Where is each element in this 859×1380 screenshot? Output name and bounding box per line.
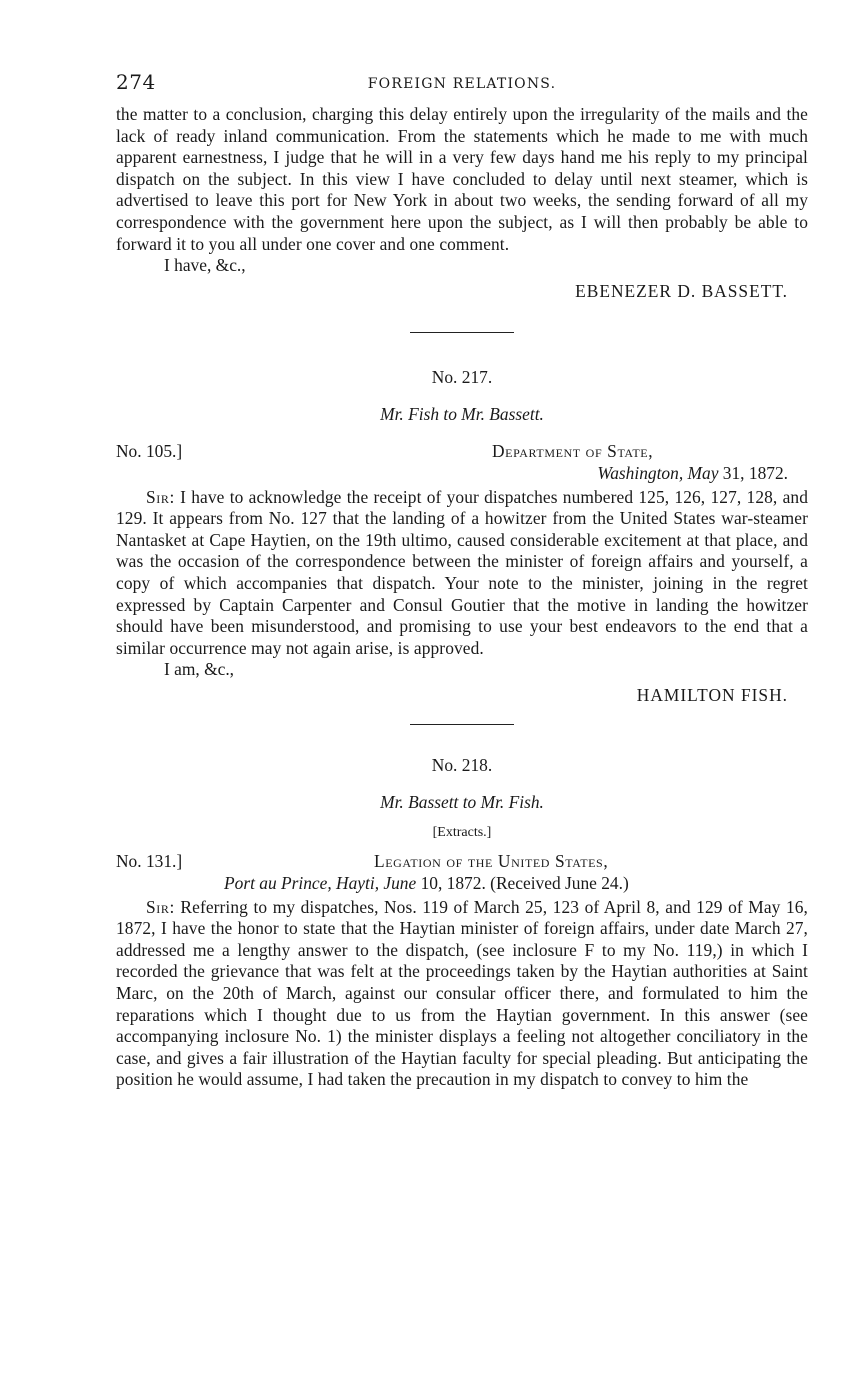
doc217-ref: No. 105.] bbox=[116, 441, 183, 462]
doc218-body bbox=[116, 897, 808, 1091]
doc218-place: Legation of the United States, bbox=[374, 851, 609, 872]
doc217-salutation: Sir: bbox=[146, 486, 175, 507]
doc218-date-place: Port au Prince, Hayti, June bbox=[224, 873, 417, 894]
document-page bbox=[116, 70, 808, 1091]
section-divider bbox=[410, 724, 514, 725]
doc217-title: Mr. Fish to Mr. Bassett. bbox=[380, 404, 544, 425]
doc218-received: (Received June 24.) bbox=[490, 873, 629, 894]
doc217-place: Department of State, bbox=[492, 441, 654, 462]
doc218-extracts-note: [Extracts.] bbox=[432, 825, 492, 841]
doc218-title: Mr. Bassett to Mr. Fish. bbox=[380, 792, 544, 813]
page-header bbox=[116, 70, 808, 104]
doc217-signature: HAMILTON FISH. bbox=[636, 684, 788, 705]
doc217-body bbox=[116, 487, 808, 660]
doc218-dateline bbox=[116, 851, 808, 894]
doc217-date bbox=[116, 463, 808, 485]
doc218-ref: No. 131.] bbox=[116, 851, 183, 872]
doc217-date-place: Washington, May bbox=[597, 462, 719, 483]
page-number: 274 bbox=[116, 70, 156, 94]
doc217-dateline bbox=[116, 441, 808, 484]
doc218-number: No. 218. bbox=[431, 755, 493, 776]
doc218-body-text: Referring to my dispatches, Nos. 119 of March 25, 123 of April 8, and 129 of May 16, 1872, I have the honor to state that the Haytian minister of foreign affairs, under date March 27, addressed me a lengthy answer to the dispatch, (see inclosure F to my No. 119,) in which I recorded the grievance that was felt at the proceedings taken by the Haytian authorities at Saint Marc, on the 20th of March, against our consular officer there, and formulated to him the reparations which I thought due to us from the Haytian government. In this answer (see accompanying inclosure No. 1) the minister displays a feeling not altogether conciliatory in the case, and gives a fair illustration of the Haytian faculty for special pleading. But anticipating the position he would assume, I had taken the precaution in my dispatch to convey to him the bbox=[116, 896, 808, 1090]
continuation-closing: I have, &c., bbox=[164, 255, 246, 276]
doc217-number: No. 217. bbox=[431, 367, 493, 388]
doc218-date-day: 10, 1872. bbox=[420, 873, 486, 894]
section-divider bbox=[410, 332, 514, 333]
continuation-paragraph: the matter to a conclusion, charging this delay entirely upon the irregularity of the mails and the lack of ready inland communication. From the statements which he made to me with much apparent earnestness, I judge that he will in a very few days hand me his reply to my principal dispatch on the subject. In this view I have concluded to delay until next steamer, which is advertised to leave this port for New York in about two weeks, the sending forward of all my correspondence with the government here upon the subject, as I will then probably be able to forward it to you all under one cover and one comment. bbox=[116, 104, 808, 254]
doc218-salutation: Sir: bbox=[146, 896, 175, 917]
doc217-body-text: I have to acknowledge the receipt of your dispatches numbered 125, 126, 127, 128, and 129. It appears from No. 127 that the landing of a howitzer from the United States war-steamer Nantasket at Cape Haytien, on the 19th ultimo, caused considerable excitement at that place, and was the occasion of the correspondence between the minister of foreign affairs and yourself, a copy of which accompanies that dispatch. Your note to the minister, joining in the regret expressed by Captain Carpenter and Consul Goutier that the motive in landing the howitzer should have been misunderstood, and promising to use your best endeavors to the end that a similar occurrence may not again arise, is approved. bbox=[116, 486, 808, 658]
doc217-date-day: 31, 1872. bbox=[722, 462, 788, 483]
doc218-date bbox=[116, 873, 808, 895]
running-head: FOREIGN RELATIONS. bbox=[367, 76, 557, 92]
doc217-closing: I am, &c., bbox=[164, 659, 235, 680]
continuation-signature: EBENEZER D. BASSETT. bbox=[575, 280, 788, 301]
